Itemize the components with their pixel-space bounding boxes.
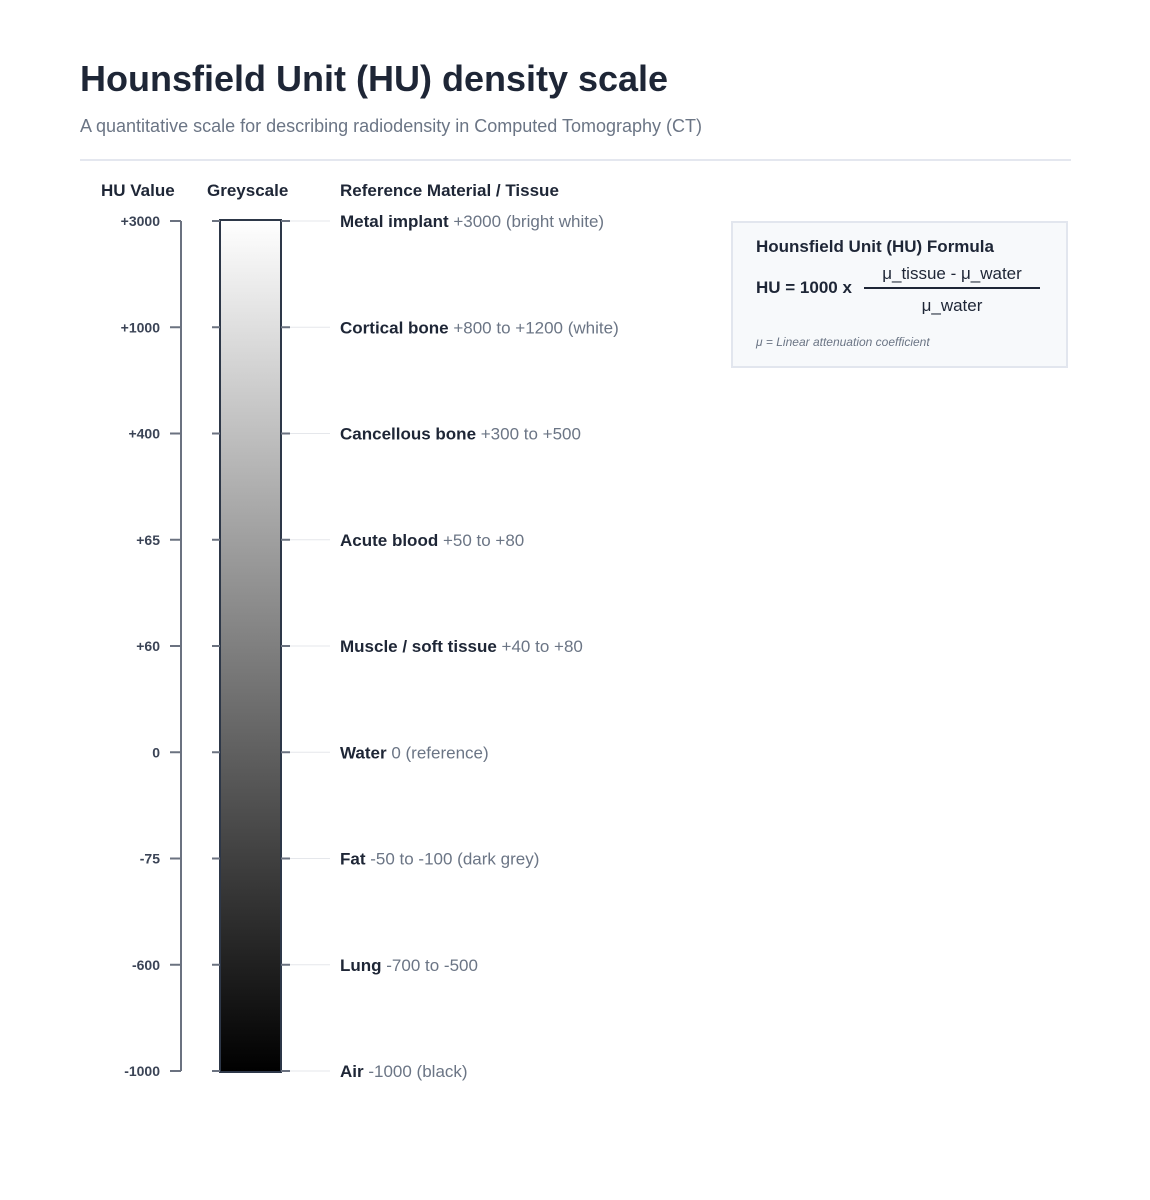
fraction-bar <box>864 287 1040 289</box>
formula-title: Hounsfield Unit (HU) Formula <box>756 237 994 256</box>
page-subtitle: A quantitative scale for describing radiodensity in Computed Tomography (CT) <box>80 116 702 136</box>
formula-fraction <box>864 262 1040 318</box>
formula-numerator: μ_tissue - μ_water <box>882 264 1022 283</box>
reference-range: 0 (reference) <box>386 743 489 763</box>
formula-note: μ = Linear attenuation coefficient <box>756 335 930 349</box>
column-header-hu-value: HU Value <box>101 181 175 200</box>
reference-name: Water <box>340 743 387 763</box>
reference-name: Muscle / soft tissue <box>340 637 497 656</box>
reference-range: -1000 (black) <box>363 1062 468 1081</box>
hu-tick-label: +60 <box>136 638 160 654</box>
hu-tick-label: -75 <box>139 850 160 867</box>
formula-lhs: HU = 1000 x <box>756 278 852 297</box>
reference-range: +50 to +80 <box>438 530 525 550</box>
greyscale-bar <box>220 220 281 1072</box>
hu-tick-label: +65 <box>136 531 160 548</box>
scale-row <box>128 425 581 444</box>
scale-row <box>121 318 619 337</box>
hu-tick-label: 0 <box>152 744 160 761</box>
reference-range: +300 to +500 <box>476 424 581 444</box>
scale-row <box>124 1062 467 1081</box>
reference-label <box>340 212 604 231</box>
reference-label <box>340 425 581 444</box>
reference-range: +3000 (bright white) <box>448 212 605 231</box>
reference-label <box>340 637 583 656</box>
reference-label <box>340 743 489 762</box>
scale-row <box>152 743 488 762</box>
reference-name: Fat <box>340 849 366 869</box>
reference-range: +40 to +80 <box>496 637 583 656</box>
scale-row <box>136 637 583 656</box>
scale-row <box>140 850 540 869</box>
reference-name: Acute blood <box>340 530 439 550</box>
reference-name: Metal implant <box>340 212 449 231</box>
reference-label <box>340 850 539 869</box>
reference-label <box>340 318 619 337</box>
scale-row <box>121 212 604 231</box>
reference-name: Cancellous bone <box>340 424 477 444</box>
hu-tick-label: +400 <box>128 425 160 442</box>
reference-range: +800 to +1200 (white) <box>448 318 619 338</box>
page-title: Hounsfield Unit (HU) density scale <box>80 58 669 99</box>
column-header-greyscale: Greyscale <box>207 181 289 200</box>
reference-label <box>340 531 524 550</box>
hu-tick-label: -1000 <box>124 1063 160 1079</box>
scale-row <box>132 956 478 975</box>
hu-tick-label: +1000 <box>120 319 160 336</box>
reference-range: -50 to -100 (dark grey) <box>365 849 540 869</box>
formula-denominator: μ_water <box>921 296 983 315</box>
column-header-reference: Reference Material / Tissue <box>340 181 559 200</box>
reference-name: Cortical bone <box>340 318 449 338</box>
reference-name: Lung <box>340 955 382 975</box>
reference-label <box>340 1062 468 1081</box>
reference-name: Air <box>340 1062 364 1081</box>
scale-row <box>136 531 524 550</box>
hu-tick-label: +3000 <box>120 213 160 229</box>
hu-tick-label: -600 <box>131 956 160 973</box>
reference-range: -700 to -500 <box>381 955 478 975</box>
formula-panel <box>731 221 1068 368</box>
reference-label <box>340 956 478 975</box>
